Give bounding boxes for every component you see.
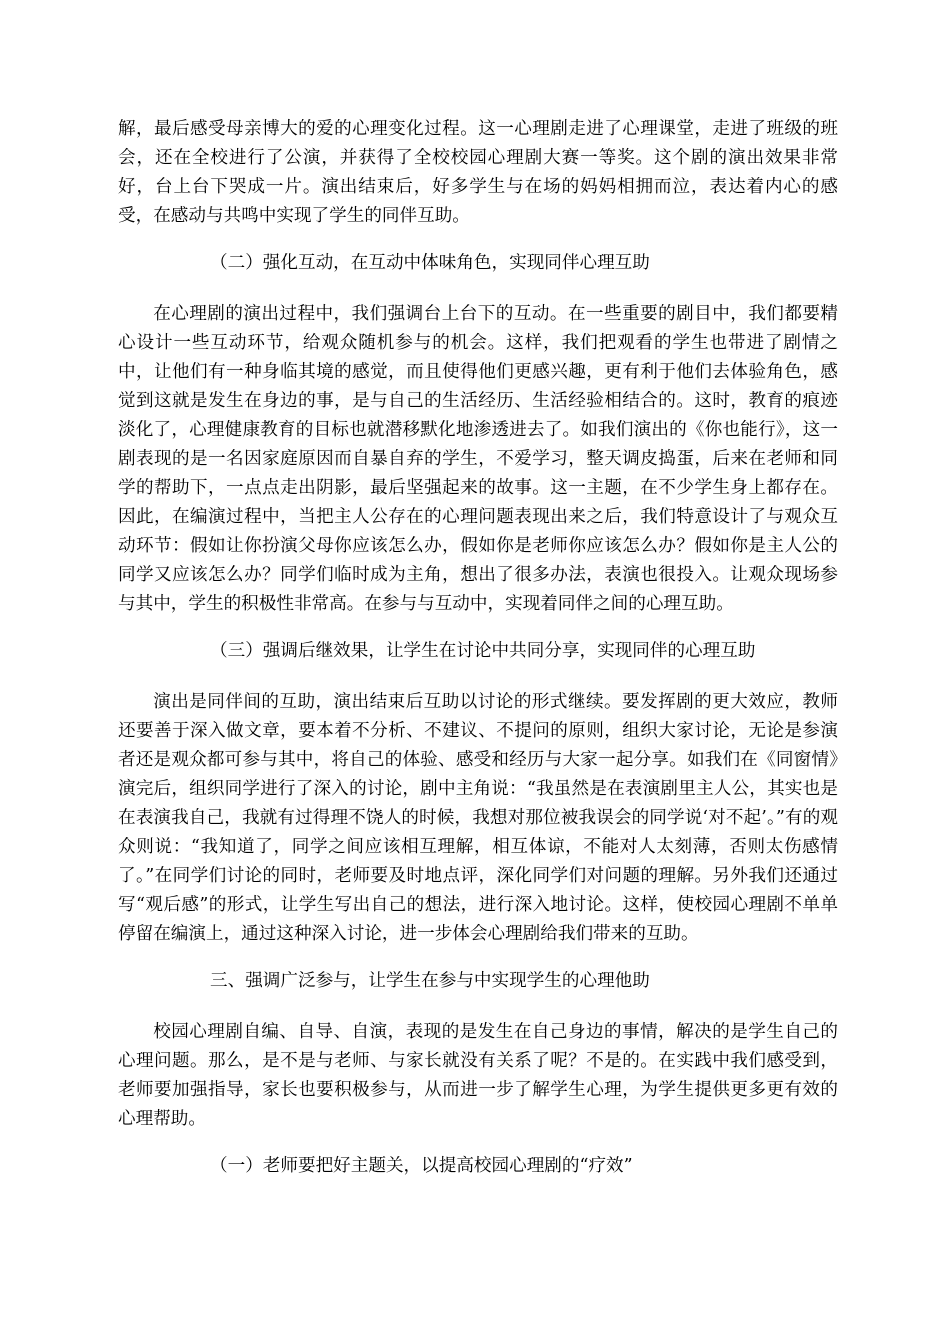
document-page — [118, 115, 838, 1181]
paragraph-3: 演出是同伴间的互助，演出结束后互助以讨论的形式继续。要发挥剧的更大效应，教师还要善于深入做文章，要本着不分析、不建议、不提问的原则，组织大家讨论，无论是参演者还是观众都可参与其中，将自己的体验、感受和经历与大家一起分享。如我们在《同窗情》演完后，组织同学进行了深入的讨论，剧中主角说：“我虽然是在表演剧里主人公，其实也是在表演我自己，我就有过得理不饶人的时候，我想对那位被我误会的同学说‘对不起’。”有的观众则说：“我知道了，同学之间应该相互理解，相互体谅，不能对人太刻薄，否则太伤感情了。”在同学们讨论的同时，老师要及时地点评，深化同学们对问题的理解。另外我们还通过写“观后感”的形式，让学生写出自己的想法，进行深入地讨论。这样，使校园心理剧不单单停留在编演上，通过这种深入讨论，进一步体会心理剧给我们带来的互助。 — [118, 692, 838, 944]
section-heading-2: （二）强化互动，在互动中体味角色，实现同伴心理互助 — [210, 253, 650, 273]
section-heading-1: （一）老师要把好主题关，以提高校园心理剧的“疗效” — [210, 1156, 633, 1176]
paragraph-4: 校园心理剧自编、自导、自演，表现的是发生在自己身边的事情，解决的是学生自己的心理问题。那么，是不是与老师、与家长就没有关系了呢？不是的。在实践中我们感受到，老师要加强指导，家长也要积极参与，从而进一步了解学生心理，为学生提供更多更有效的心理帮助。 — [118, 1022, 838, 1129]
paragraph-1: 解，最后感受母亲博大的爱的心理变化过程。这一心理剧走进了心理课堂，走进了班级的班会，还在全校进行了公演，并获得了全校校园心理剧大赛一等奖。这个剧的演出效果非常好，台上台下哭成一片。演出结束后，好多学生与在场的妈妈相拥而泣，表达着内心的感受，在感动与共鸣中实现了学生的同伴互助。 — [118, 119, 838, 226]
chapter-heading-3: 三、强调广泛参与，让学生在参与中实现学生的心理他助 — [210, 971, 650, 991]
paragraph-2: 在心理剧的演出过程中，我们强调台上台下的互动。在一些重要的剧目中，我们都要精心设计一些互动环节，给观众随机参与的机会。这样，我们把观看的学生也带进了剧情之中，让他们有一种身临其境的感觉，而且使得他们更感兴趣，更有利于他们去体验角色，感觉到这就是发生在身边的事，是与自己的生活经历、生活经验相结合的。这时，教育的痕迹淡化了，心理健康教育的目标也就潜移默化地渗透进去了。如我们演出的《你也能行》，这一剧表现的是一名因家庭原因而自暴自弃的学生，不爱学习，整天调皮捣蛋，后来在老师和同学的帮助下，一点点走出阴影，最后坚强起来的故事。这一主题，在不少学生身上都存在。因此，在编演过程中，当把主人公存在的心理问题表现出来之后，我们特意设计了与观众互动环节：假如让你扮演父母你应该怎么办，假如你是老师你应该怎么办？假如你是主人公的同学又应该怎么办？同学们临时成为主角，想出了很多办法，表演也很投入。让观众现场参与其中，学生的积极性非常高。在参与与互动中，实现着同伴之间的心理互助。 — [118, 304, 838, 614]
section-heading-3: （三）强调后继效果，让学生在讨论中共同分享，实现同伴的心理互助 — [210, 641, 756, 661]
